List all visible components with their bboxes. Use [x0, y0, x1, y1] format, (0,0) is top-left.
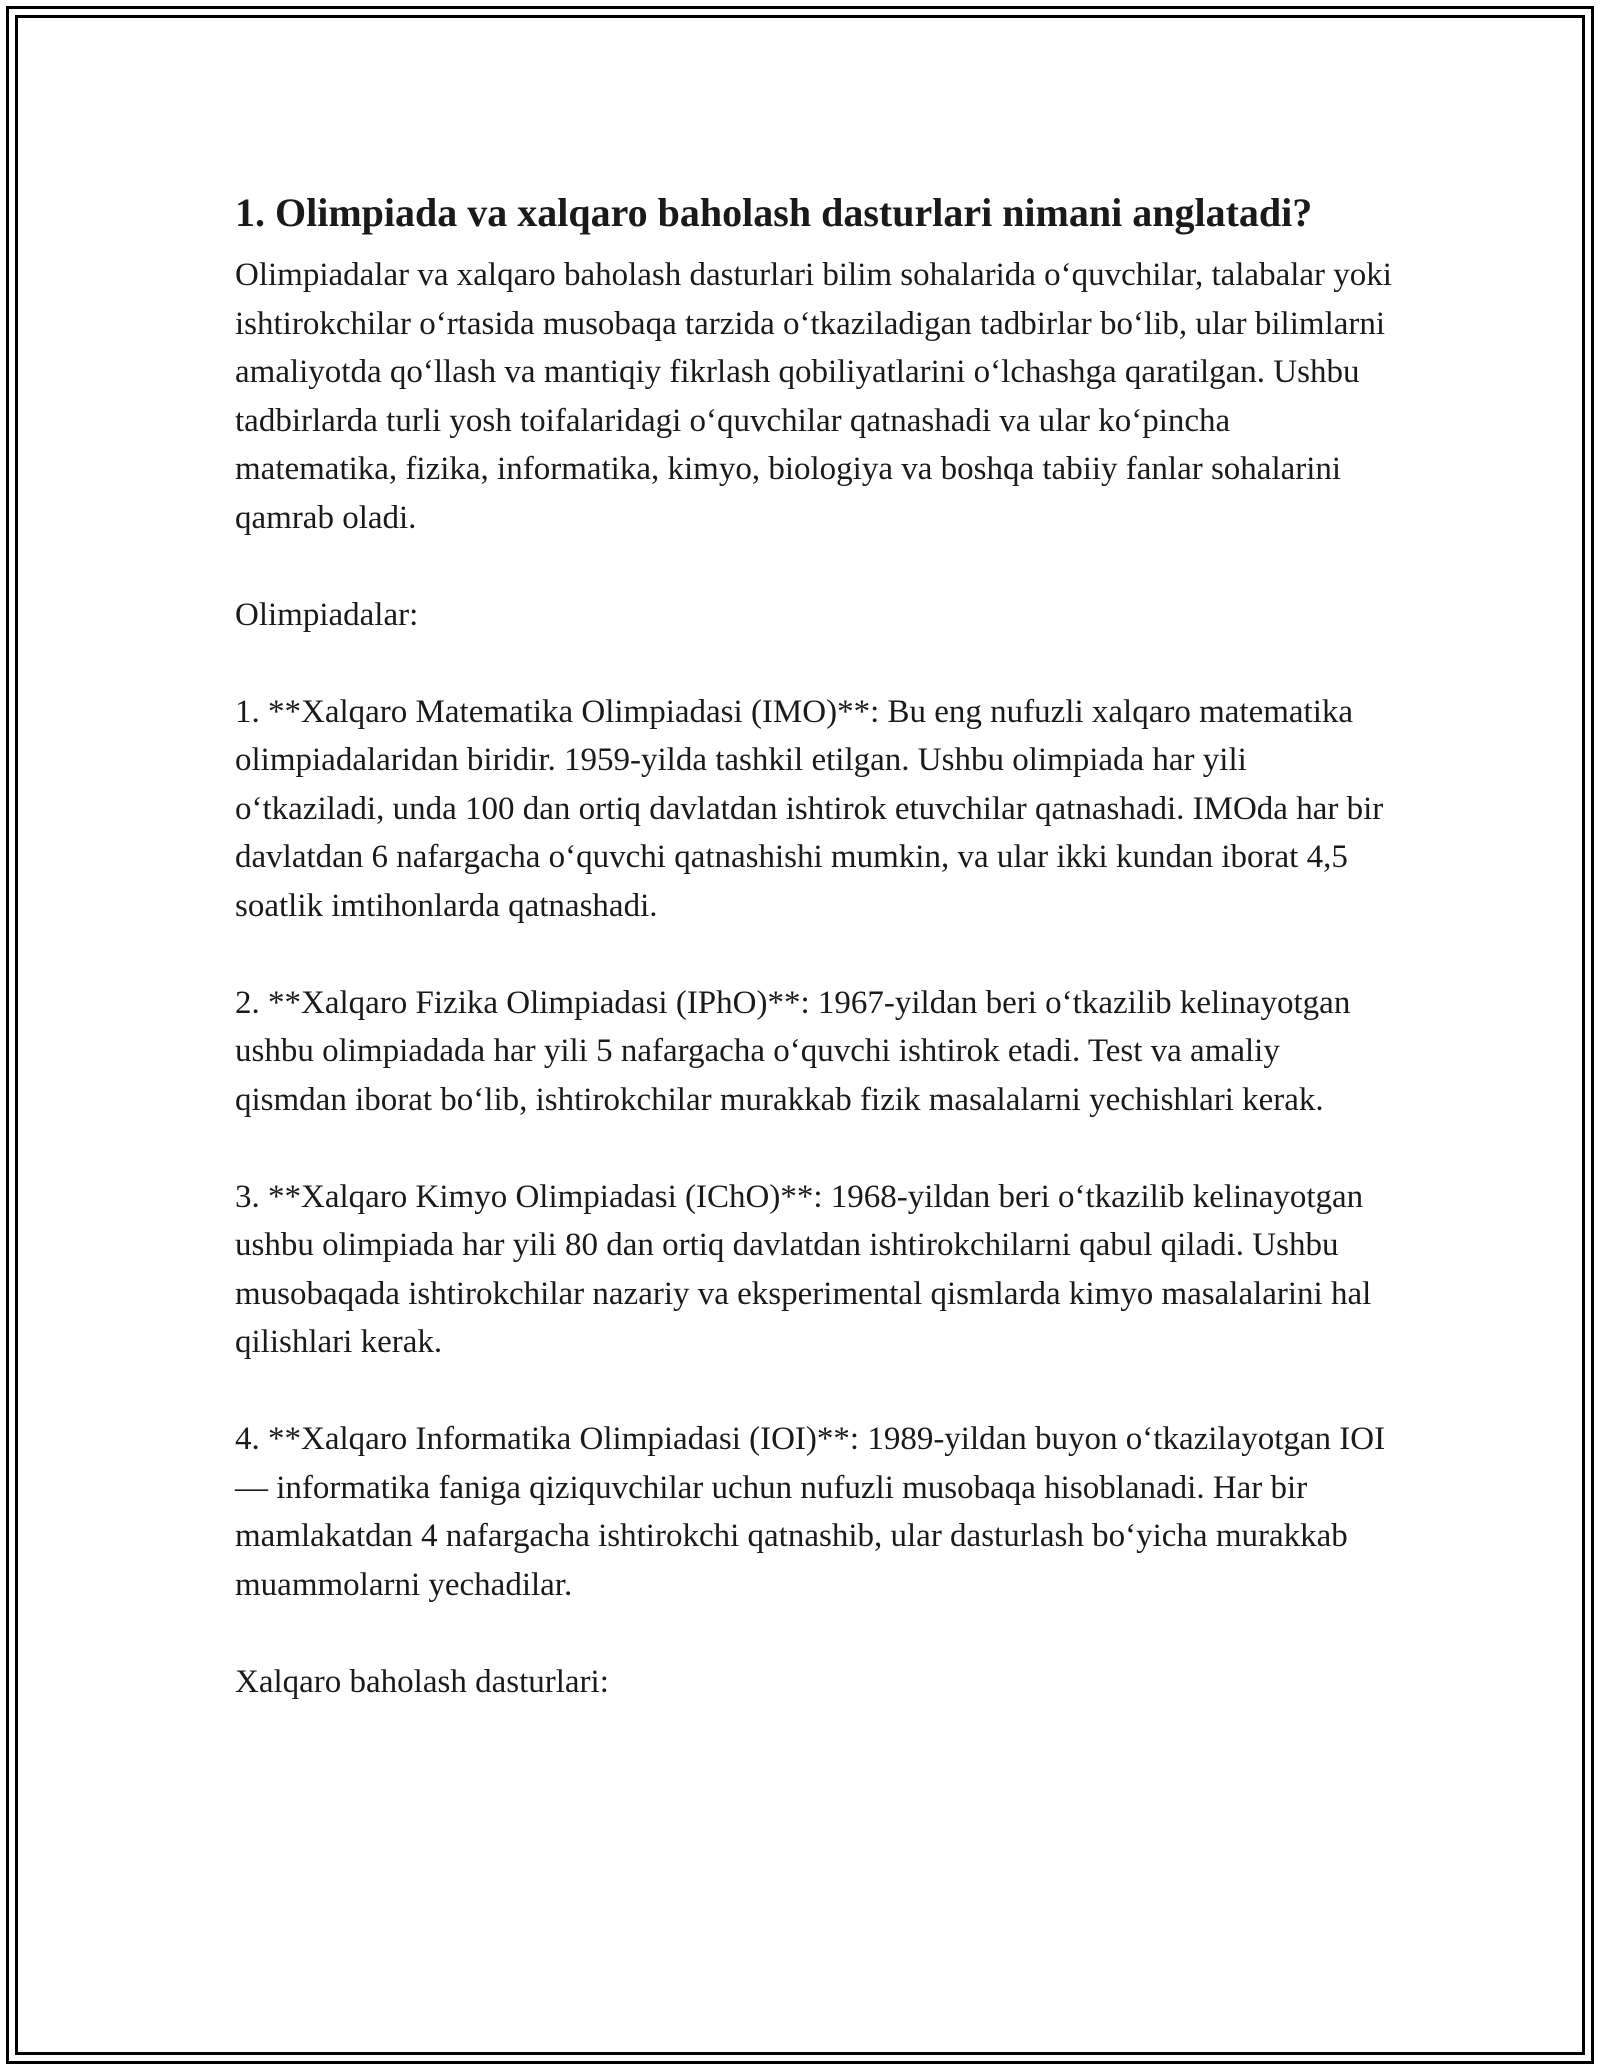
section-heading: 1. Olimpiada va xalqaro baholash dasturlari nimani anglatadi?: [235, 190, 1313, 235]
document-page: [235, 185, 1395, 1755]
assessment-programs-label: Xalqaro baholash dasturlari:: [235, 1663, 609, 1700]
icho-paragraph: 3. **Xalqaro Kimyo Olimpiadasi (IChO)**: 1968-yildan beri o‘tkazilib kelinayotgan ushbu olimpiada har yili 80 dan ortiq davlatdan ishtirokchilarni qabul qiladi. Ushbu musobaqada ishtirokchilar nazariy va eksperimental qismlarda kimyo masalalarini hal qilishlari kerak.: [235, 1178, 1372, 1360]
ioi-paragraph: 4. **Xalqaro Informatika Olimpiadasi (IOI)**: 1989-yildan buyon o‘tkazilayotgan IOI — informatika faniga qiziquvchilar uchun nufuzli musobaqa hisoblanadi. Har bir mamlakatdan 4 nafargacha ishtirokchi qatnashib, ular dasturlash bo‘yicha murakkab muammolarni yechadilar.: [235, 1421, 1386, 1603]
olympiads-label: Olimpiadalar:: [235, 596, 419, 633]
ipho-paragraph: 2. **Xalqaro Fizika Olimpiadasi (IPhO)**: 1967-yildan beri o‘tkazilib kelinayotgan ushbu olimpiadada har yili 5 nafargacha o‘quvchi ishtirok etadi. Test va amaliy qismdan iborat bo‘lib, ishtirokchilar murakkab fizik masalalarni yechishlari kerak.: [235, 984, 1351, 1118]
imo-paragraph: 1. **Xalqaro Matematika Olimpiadasi (IMO)**: Bu eng nufuzli xalqaro matematika olimpiadalaridan biridir. 1959-yilda tashkil etilgan. Ushbu olimpiada har yili o‘tkaziladi, unda 100 dan ortiq davlatdan ishtirok etuvchilar qatnashadi. IMOda har bir davlatdan 6 nafargacha o‘quvchi qatnashishi mumkin, va ular ikki kundan iborat 4,5 soatlik imtihonlarda qatnashadi.: [235, 693, 1384, 924]
intro-paragraph: Olimpiadalar va xalqaro baholash dasturlari bilim sohalarida o‘quvchilar, talabalar yoki ishtirokchilar o‘rtasida musobaqa tarzida o‘tkaziladigan tadbirlar bo‘lib, ular bilimlarni amaliyotda qo‘llash va mantiqiy fikrlash qobiliyatlarini o‘lchashga qaratilgan. Ushbu tadbirlarda turli yosh toifalaridagi o‘quvchilar qatnashadi va ular ko‘pincha matematika, fizika, informatika, kimyo, biologiya va boshqa tabiiy fanlar sohalarini qamrab oladi.: [235, 257, 1392, 536]
